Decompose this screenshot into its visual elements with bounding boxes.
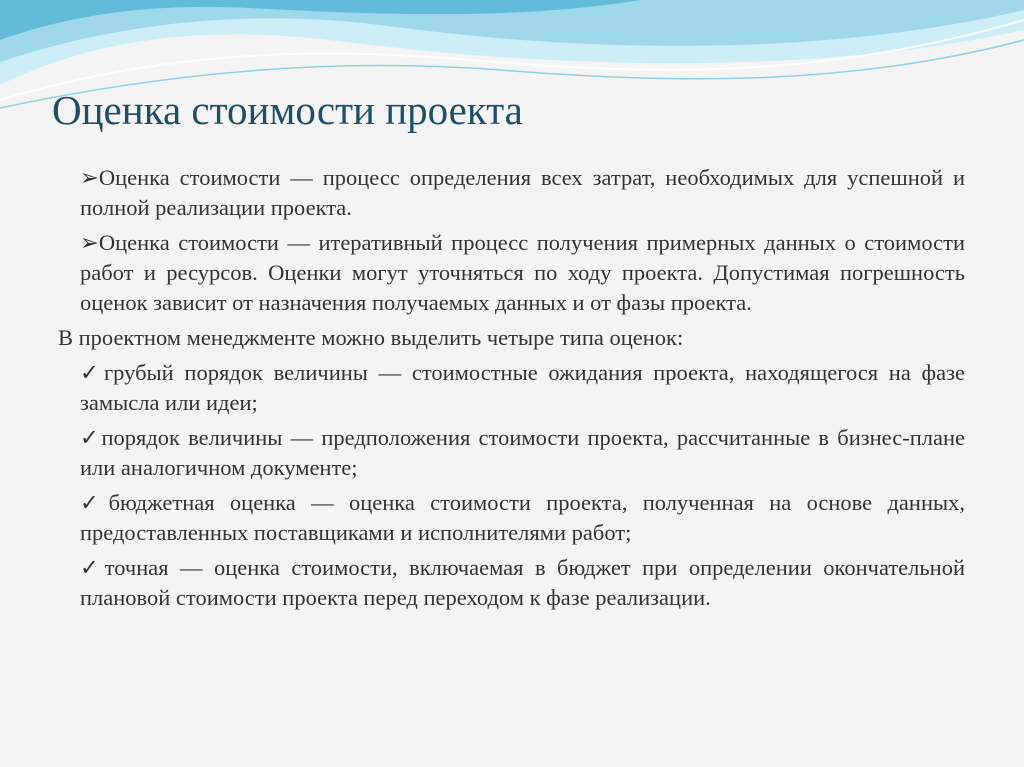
intro-paragraph — [58, 323, 965, 353]
check-paragraph — [80, 423, 965, 483]
arrow-bullet-icon: ➢ — [80, 165, 99, 190]
check-bullet-icon: ✓ — [80, 490, 109, 515]
paragraph-text: бюджетная оценка — оценка стоимости проекта, полученная на основе данных, предоставленных поставщиками и исполнителями работ; — [80, 490, 965, 545]
check-bullet-icon: ✓ — [80, 425, 102, 450]
slide-title: Оценка стоимости проекта — [52, 87, 523, 133]
slide-body — [58, 163, 965, 618]
paragraph-text: порядок величины — предположения стоимости проекта, рассчитанные в бизнес-плане или аналогичном документе; — [80, 425, 965, 480]
check-paragraph — [80, 553, 965, 613]
check-bullet-icon: ✓ — [80, 360, 104, 385]
check-paragraph — [80, 358, 965, 418]
check-paragraph — [80, 488, 965, 548]
bullet-paragraph — [80, 163, 965, 223]
check-bullet-icon: ✓ — [80, 555, 105, 580]
paragraph-text: Оценка стоимости — процесс определения всех затрат, необходимых для успешной и полной реализации проекта. — [80, 165, 965, 220]
arrow-bullet-icon: ➢ — [80, 230, 99, 255]
paragraph-text: Оценка стоимости — итеративный процесс получения примерных данных о стоимости работ и ресурсов. Оценки могут уточняться по ходу проекта. Допустимая погрешность оценок зависит от назначения получаемых данных и от фазы проекта. — [80, 230, 965, 315]
paragraph-text: точная — оценка стоимости, включаемая в бюджет при определении окончательной плановой стоимости проекта перед переходом к фазе реализации. — [80, 555, 965, 610]
paragraph-text: грубый порядок величины — стоимостные ожидания проекта, находящегося на фазе замысла или идеи; — [80, 360, 965, 415]
paragraph-text: В проектном менеджменте можно выделить четыре типа оценок: — [58, 325, 684, 350]
bullet-paragraph — [80, 228, 965, 318]
